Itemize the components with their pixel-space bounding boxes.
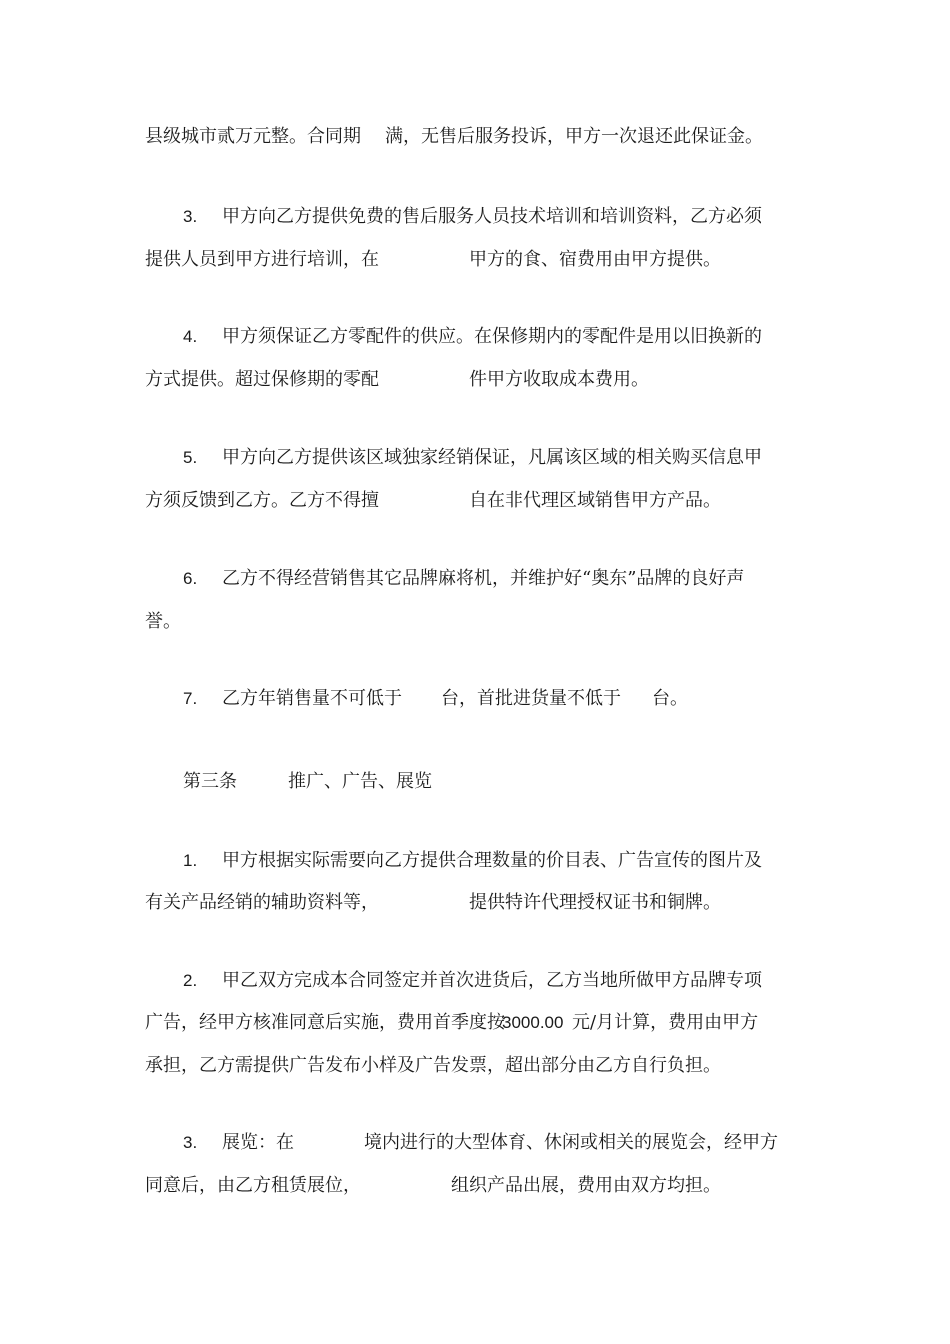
article3-title: 推广、广告、展览 [288, 771, 432, 792]
a3-item1-number: 1. [183, 851, 198, 870]
a3-item3-line-2a: 同意后，由乙方租赁展位， [145, 1175, 361, 1196]
item3-line-1: 甲方向乙方提供免费的售后服务人员技术培训和培训资料，乙方必须 [222, 206, 762, 227]
a3-item2-line-1: 甲乙双方完成本合同签定并首次进货后，乙方当地所做甲方品牌专项 [222, 970, 762, 991]
item7-line-1c: 台。 [652, 688, 688, 709]
item5-line-2a: 方须反馈到乙方。乙方不得擅 [145, 490, 379, 511]
item4-line-2a: 方式提供。超过保修期的零配 [145, 369, 379, 390]
a3-item3-line-2b: 组织产品出展，费用由双方均担。 [451, 1175, 721, 1196]
item4-line-2b: 件甲方收取成本费用。 [469, 369, 649, 390]
a3-item2-number: 2. [183, 971, 198, 990]
intro-line-1a: 县级城市贰万元整。合同期 [145, 126, 361, 147]
item5-number: 5. [183, 448, 198, 467]
a3-item1-line-1: 甲方根据实际需要向乙方提供合理数量的价目表、广告宣传的图片及 [222, 850, 762, 871]
a3-item2-line-2a: 广告，经甲方核准同意后实施，费用首季度按 [145, 1012, 505, 1033]
a3-item1-line-2b: 提供特许代理授权证书和铜牌。 [469, 892, 721, 913]
a3-item3-number: 3. [183, 1133, 198, 1152]
item3-line-2a: 提供人员到甲方进行培训，在 [145, 249, 379, 270]
a3-item3-line-1a: 展览：在 [222, 1132, 294, 1153]
a3-item2-line-3: 承担，乙方需提供广告发布小样及广告发票，超出部分由乙方自行负担。 [145, 1055, 721, 1076]
item6-line-1: 乙方不得经营销售其它品牌麻将机，并维护好“奥东”品牌的良好声 [222, 568, 745, 589]
item5-line-2b: 自在非代理区域销售甲方产品。 [469, 490, 721, 511]
item3-line-2b: 甲方的食、宿费用由甲方提供。 [469, 249, 721, 270]
article3-label: 第三条 [183, 771, 237, 792]
a3-item2-amount: 3000.00 [502, 1013, 564, 1032]
item7-line-1a: 乙方年销售量不可低于 [222, 688, 402, 709]
a3-item2-line-2b: 元/月计算，费用由甲方 [572, 1012, 759, 1033]
a3-item3-line-1b: 境内进行的大型体育、休闲或相关的展览会，经甲方 [364, 1132, 778, 1153]
item6-line-2: 誉。 [145, 611, 181, 632]
a3-item1-line-2a: 有关产品经销的辅助资料等， [145, 892, 379, 913]
item4-number: 4. [183, 327, 198, 346]
item7-line-1b: 台，首批进货量不低于 [441, 688, 621, 709]
item6-number: 6. [183, 569, 198, 588]
item7-number: 7. [183, 689, 198, 708]
intro-line-1b: 满，无售后服务投诉，甲方一次退还此保证金。 [385, 126, 763, 147]
item4-line-1: 甲方须保证乙方零配件的供应。在保修期内的零配件是用以旧换新的 [222, 326, 762, 347]
item5-line-1: 甲方向乙方提供该区域独家经销保证，凡属该区域的相关购买信息甲 [222, 447, 762, 468]
item3-number: 3. [183, 207, 198, 226]
